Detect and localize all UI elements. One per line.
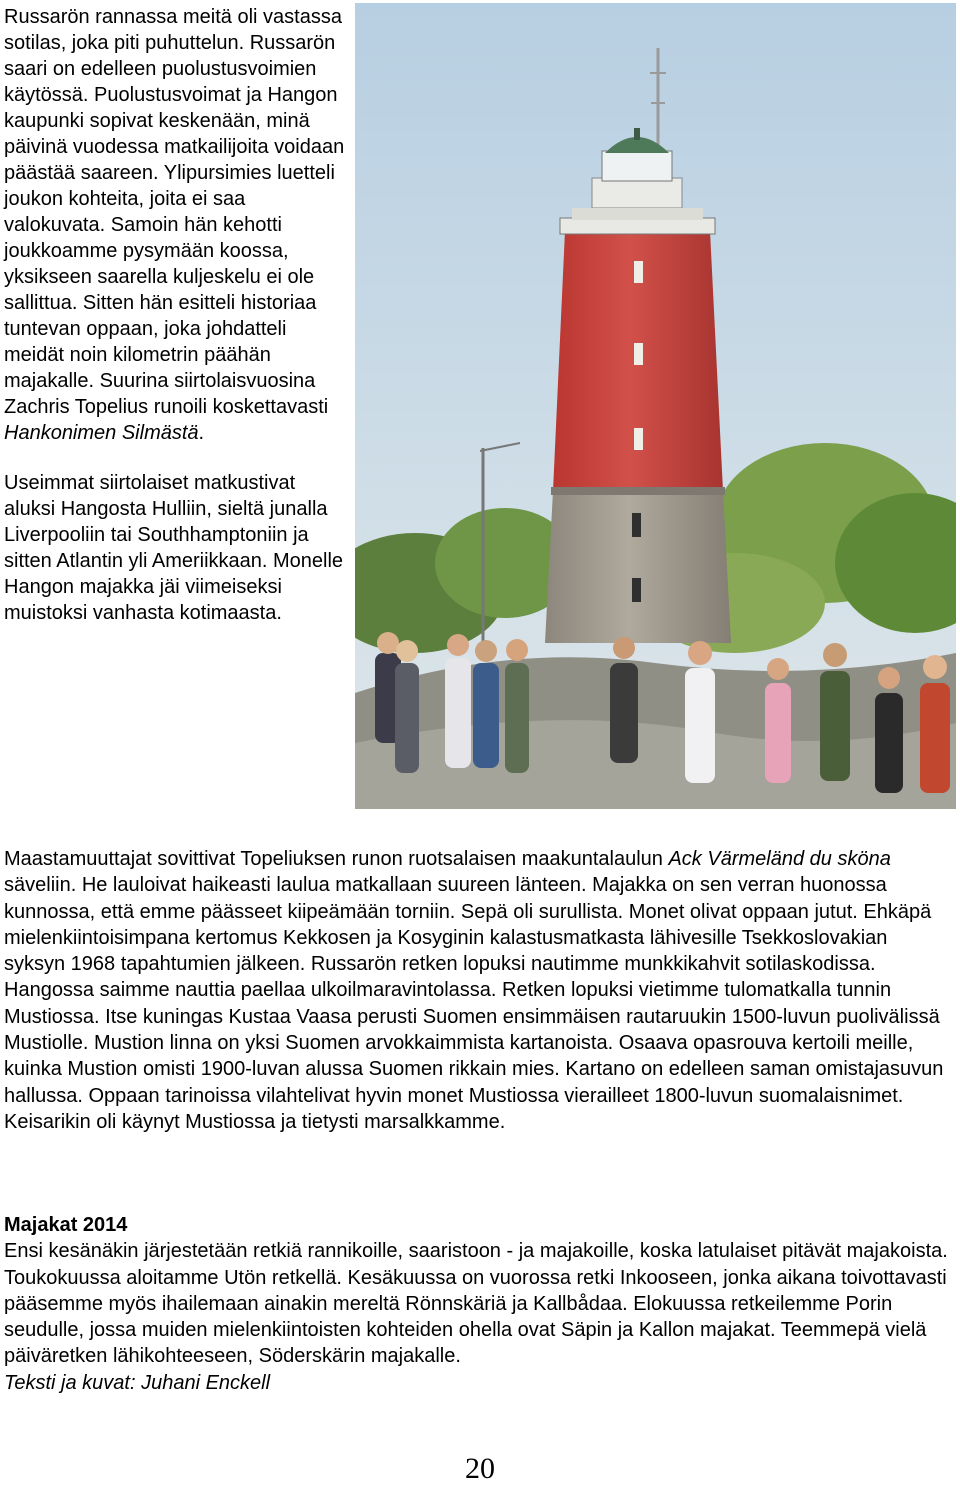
majakat-section: [4, 1212, 954, 1396]
paragraph-russaro: [4, 4, 346, 446]
page-number: 20: [465, 1452, 495, 1485]
majakat-paragraph: Ensi kesänäkin järjestetään retkiä rannikoille, saaristoon - ja majakoille, koska latulaiset pitävät majakoista. Toukokuussa aloitamme Utön retkellä. Kesäkuussa on vuorossa retki Inkooseen, jonka aikana toivottavasti pääsemme myös ihailemaan ainakin mereltä Rönnskäriä ja Kallbådaa. Elokuussa retkeilemme Porin seudulle, jossa muiden mielenkiintoisten kohteiden ohella ovat Säpin ja Kallon majakat. Teemmepä vielä päiväretken lähikohteeseen, Söderskärin majakalle.: [4, 1240, 948, 1368]
section-heading: Majakat 2014: [4, 1214, 128, 1236]
lighthouse-photo: [355, 3, 956, 809]
song-title: Ack Värmeländ du sköna: [668, 848, 891, 870]
left-column-text: [4, 4, 346, 626]
author-credit: Teksti ja kuvat: Juhani Enckell: [4, 1371, 271, 1394]
main-paragraph: [4, 846, 954, 1135]
paragraph-text-continued: säveliin. He lauloivat haikeasti laulua matkallaan suureen länteen. Majakka on sen verran huonossa kunnossa, että emme päässeet kiipeämään torniin. Sepä oli surullista. Monet olivat oppaan jutut. Ehkäpä mielenkiintoisimpana kertomus Kekkosen ja Kosyginin kalastusmatkasta lähivesille Tsekkoslovakian syksyn 1968 tapahtumien jälkeen. Russarön retken lopuksi nautimme munkkikahvit sotilaskodissa. Hangossa saimme nauttia paellaa ulkoilmaravintolassa. Retken lopuksi vietimme tulomatkalla tunnin Mustiossa. Itse kuningas Kustaa Vaasa perusti Suomen ensimmäisen rautaruukin 1500-luvun puolivälissä Mustiolle. Mustion linna on yksi Suomen arvokkaimmista kartanoista. Osaava opasrouva kertoili meille, kuinka Mustion omisti 1900-luvan alussa Suomen rikkain mies. Kartano on edelleen saman omistajasuvun hallussa. Oppaan tarinoissa vilahtelivat hyvin monet Mustiossa vierailleet 1800-luvun suomalaisnimet. Keisarikin oli käynyt Mustiossa ja tietysti marsalkkamme.: [4, 874, 944, 1133]
paragraph-end: .: [198, 422, 205, 444]
paragraph-emigrants: Useimmat siirtolaiset matkustivat aluksi Hangosta Hulliin, sieltä junalla Liverpooliin tai Southhamptoniin ja sitten Atlantin yli Ameriikkaan. Monelle Hangon majakka jäi viimeiseksi muistoksi vanhasta kotimaasta.: [4, 472, 344, 624]
paragraph-text: Maastamuuttajat sovittivat Topeliuksen runon ruotsalaisen maakuntalaulun: [4, 848, 669, 870]
paragraph-text: Russarön rannassa meitä oli vastassa sotilas, joka piti puhuttelun. Russarön saari on edelleen puolustusvoimien käytössä. Puolustusvoimat ja Hangon kaupunki sopivat keskenään, minä päivinä vuodessa matkailijoita voidaan päästää saareen. Ylipursimies luetteli joukon kohteita, joita ei saa valokuvata. Samoin hän kehotti joukkoamme pysymään koossa, yksikseen saarella kuljeskelu ei ole sallittua. Sitten hän esitteli historiaa tuntevan oppaan, joka johdatteli meidät noin kilometrin päähän majakalle. Suurina siirtolaisvuosina Zachris Topelius runoili koskettavasti: [4, 6, 345, 418]
poem-title: Hankonimen Silmästä: [4, 422, 199, 444]
